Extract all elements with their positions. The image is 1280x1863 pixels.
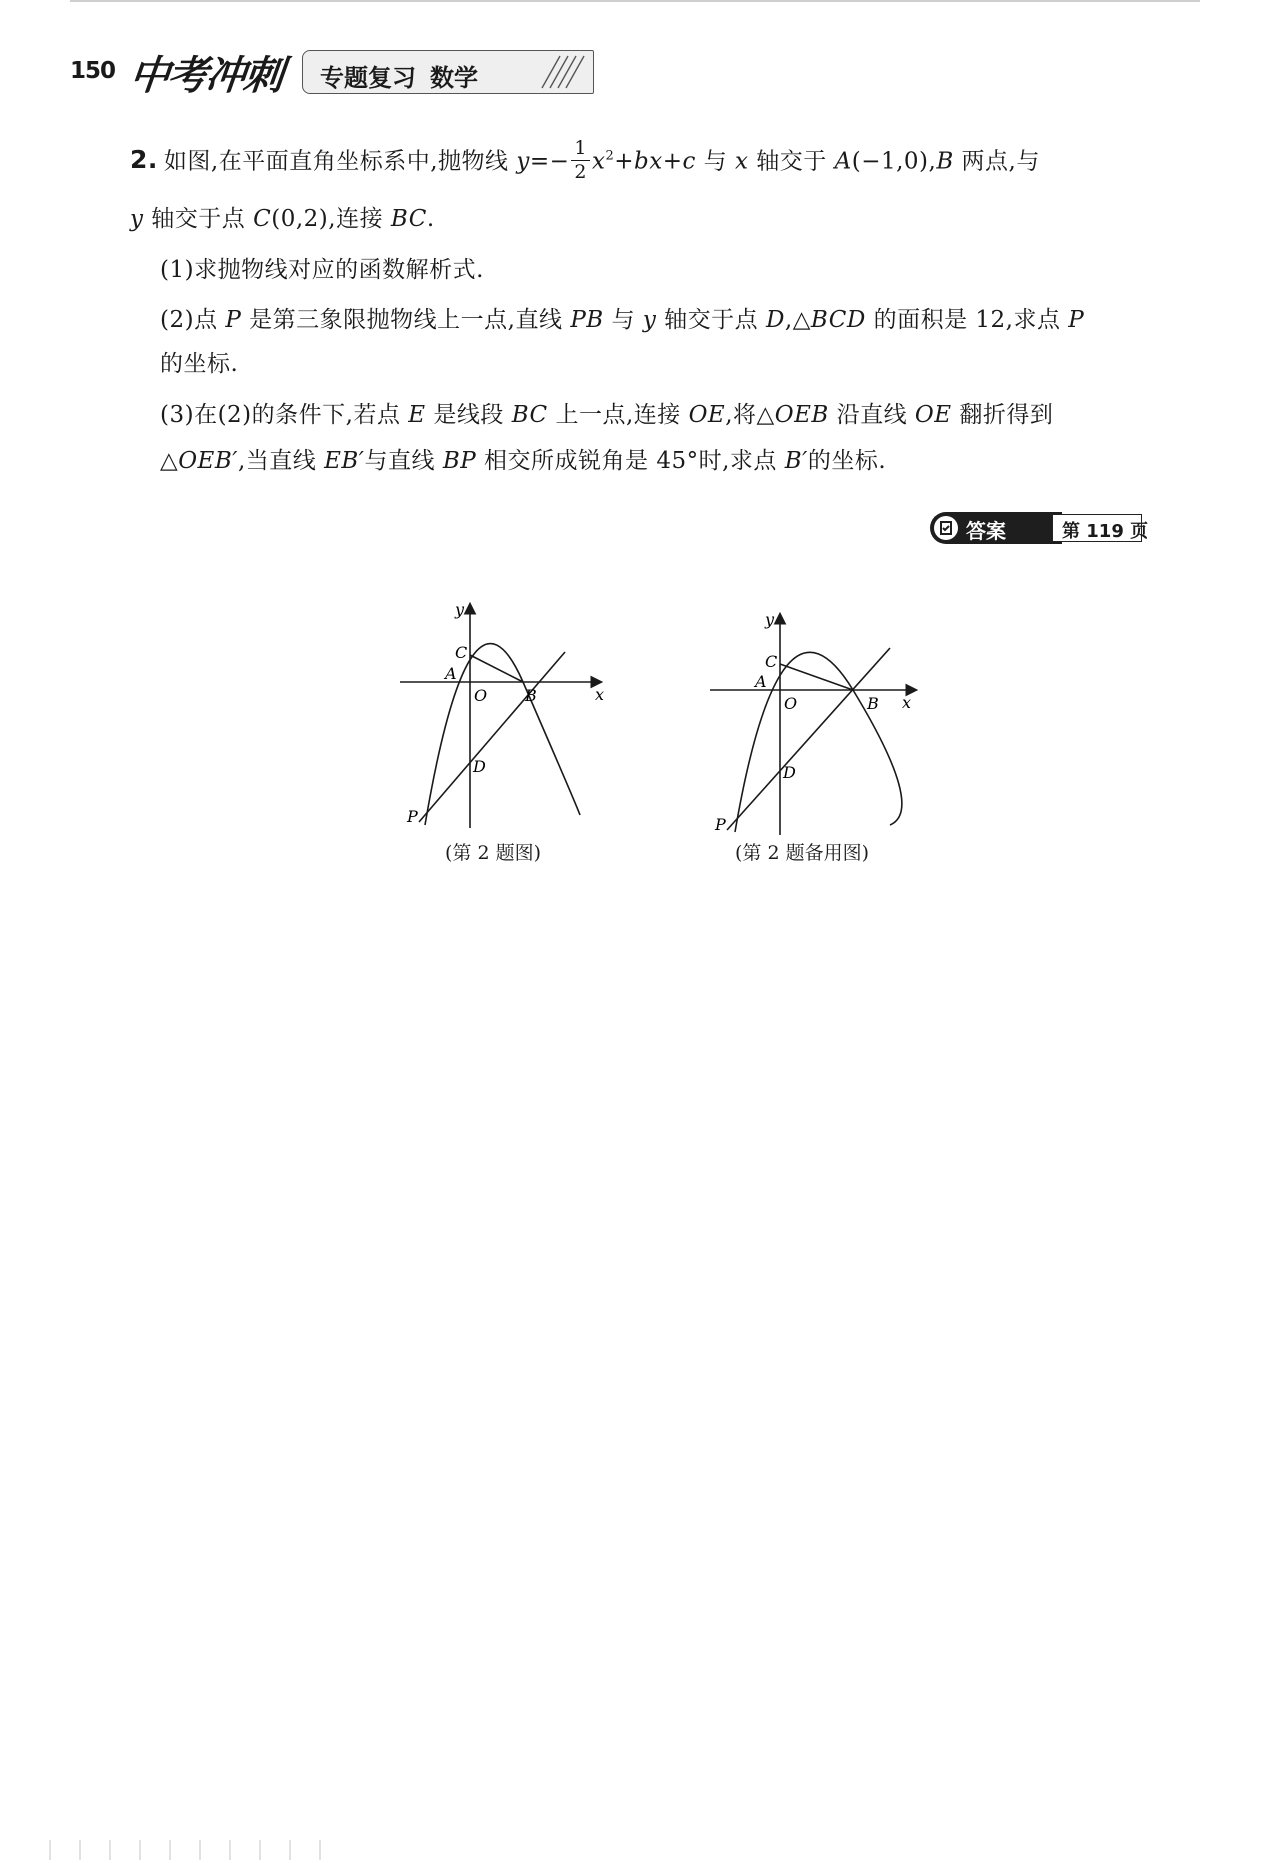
math: B′ bbox=[784, 448, 808, 474]
text: 如图,在平面直角坐标系中,抛物线 bbox=[163, 148, 517, 175]
label-c: C bbox=[765, 652, 778, 671]
text: 的坐标. bbox=[160, 351, 239, 377]
segment-bc bbox=[780, 664, 853, 690]
problem-part-3-cont bbox=[160, 450, 886, 473]
subject-banner bbox=[302, 50, 594, 94]
label-a: A bbox=[445, 664, 457, 683]
figure-2-caption: (第 2 题备用图) bbox=[735, 842, 869, 864]
text: . bbox=[426, 206, 435, 232]
text: 轴交于点 bbox=[656, 307, 766, 333]
math: OE bbox=[688, 402, 726, 428]
math: y bbox=[516, 148, 530, 175]
text: ,当直线 bbox=[237, 448, 325, 474]
text: ,将△ bbox=[725, 402, 775, 428]
answer-page-ref[interactable]: 第 119 页 bbox=[1062, 521, 1149, 542]
figure-2-diagram bbox=[705, 610, 925, 840]
text: 与 bbox=[603, 307, 643, 333]
page-number: 150 bbox=[70, 58, 116, 84]
fraction bbox=[571, 138, 590, 183]
label-d: D bbox=[473, 757, 486, 776]
math: =− bbox=[529, 148, 570, 175]
label-b: B bbox=[525, 686, 537, 705]
text: 的面积是 12,求点 bbox=[865, 307, 1069, 333]
text: 是第三象限抛物线上一点,直线 bbox=[241, 307, 571, 333]
text: ,△ bbox=[784, 307, 811, 333]
math: OE bbox=[914, 402, 952, 428]
label-c: C bbox=[455, 643, 468, 662]
math: x bbox=[591, 148, 606, 175]
label-x: x bbox=[595, 685, 605, 704]
subject-topic: 专题复习 bbox=[320, 64, 416, 92]
fraction-denominator: 2 bbox=[574, 160, 587, 183]
math: x bbox=[735, 148, 749, 175]
math: EB′ bbox=[324, 448, 365, 474]
label-p: P bbox=[407, 807, 418, 826]
text: 上一点,连接 bbox=[547, 402, 689, 428]
math: OEB bbox=[774, 402, 829, 428]
page-header bbox=[70, 40, 630, 100]
math: BCD bbox=[810, 307, 866, 333]
problem-line-1 bbox=[130, 137, 1040, 185]
label-o: O bbox=[474, 686, 488, 705]
math: BP bbox=[442, 448, 477, 474]
math: y bbox=[130, 206, 144, 232]
top-rule bbox=[70, 0, 1200, 2]
problem-part-2 bbox=[160, 309, 1084, 332]
figure-1-caption: (第 2 题图) bbox=[445, 842, 541, 864]
problem-part-2-cont bbox=[160, 353, 238, 376]
text: (1)求抛物线对应的函数解析式. bbox=[160, 257, 484, 283]
text: 与直线 bbox=[364, 448, 443, 474]
math: E bbox=[408, 402, 426, 428]
text: 相交所成锐角是 45°时,求点 bbox=[476, 448, 785, 474]
line-pb bbox=[419, 652, 565, 822]
answer-label: 答案 bbox=[966, 519, 1006, 543]
figure-1-diagram bbox=[395, 600, 615, 830]
answer-reference-badge[interactable] bbox=[930, 512, 1149, 544]
math: P bbox=[225, 307, 242, 333]
series-title: 中考冲刺 bbox=[127, 53, 285, 99]
fraction-numerator: 1 bbox=[571, 138, 590, 161]
answer-icon bbox=[934, 516, 958, 540]
math: B bbox=[936, 148, 954, 175]
problem-part-1 bbox=[160, 259, 484, 282]
text: 轴交于点 bbox=[143, 206, 254, 232]
text: △ bbox=[160, 448, 179, 474]
text: 两点,与 bbox=[953, 148, 1040, 175]
label-b: B bbox=[867, 694, 879, 713]
hatch-decoration bbox=[528, 54, 588, 90]
problem-line-2 bbox=[130, 208, 435, 231]
math: BC bbox=[511, 402, 548, 428]
label-p: P bbox=[715, 815, 726, 834]
text: 沿直线 bbox=[828, 402, 915, 428]
text: (2)点 bbox=[160, 307, 226, 333]
math: D bbox=[765, 307, 785, 333]
math: C bbox=[253, 206, 272, 232]
text: (0,2),连接 bbox=[271, 206, 391, 232]
label-y: y bbox=[765, 610, 775, 629]
text: 翻折得到 bbox=[951, 402, 1054, 428]
figure-2 bbox=[705, 610, 925, 844]
segment-bc bbox=[470, 655, 523, 682]
label-y: y bbox=[455, 600, 465, 619]
math: OEB′ bbox=[178, 448, 238, 474]
math: A bbox=[834, 148, 852, 175]
math: BC bbox=[390, 206, 427, 232]
math: +bx+c bbox=[614, 148, 696, 175]
text: 是线段 bbox=[425, 402, 512, 428]
problem-number: 2. bbox=[130, 145, 158, 175]
subject-math: 数学 bbox=[430, 64, 478, 92]
text: 与 bbox=[695, 148, 735, 175]
math: P bbox=[1068, 307, 1085, 333]
subject-label bbox=[320, 58, 492, 93]
problem-part-3 bbox=[160, 404, 1053, 427]
text: (3)在(2)的条件下,若点 bbox=[160, 402, 409, 428]
math: y bbox=[642, 307, 657, 333]
label-x: x bbox=[902, 693, 912, 712]
label-o: O bbox=[784, 694, 798, 713]
figure-1 bbox=[395, 600, 615, 834]
label-a: A bbox=[755, 672, 767, 691]
text: (−1,0), bbox=[851, 148, 937, 175]
math: PB bbox=[570, 307, 604, 333]
bottom-edge-decoration bbox=[40, 1840, 340, 1860]
text: 的坐标. bbox=[807, 448, 887, 474]
line-pb bbox=[727, 648, 890, 830]
label-d: D bbox=[783, 763, 796, 782]
text: 轴交于 bbox=[748, 148, 835, 175]
exponent: 2 bbox=[605, 148, 615, 164]
